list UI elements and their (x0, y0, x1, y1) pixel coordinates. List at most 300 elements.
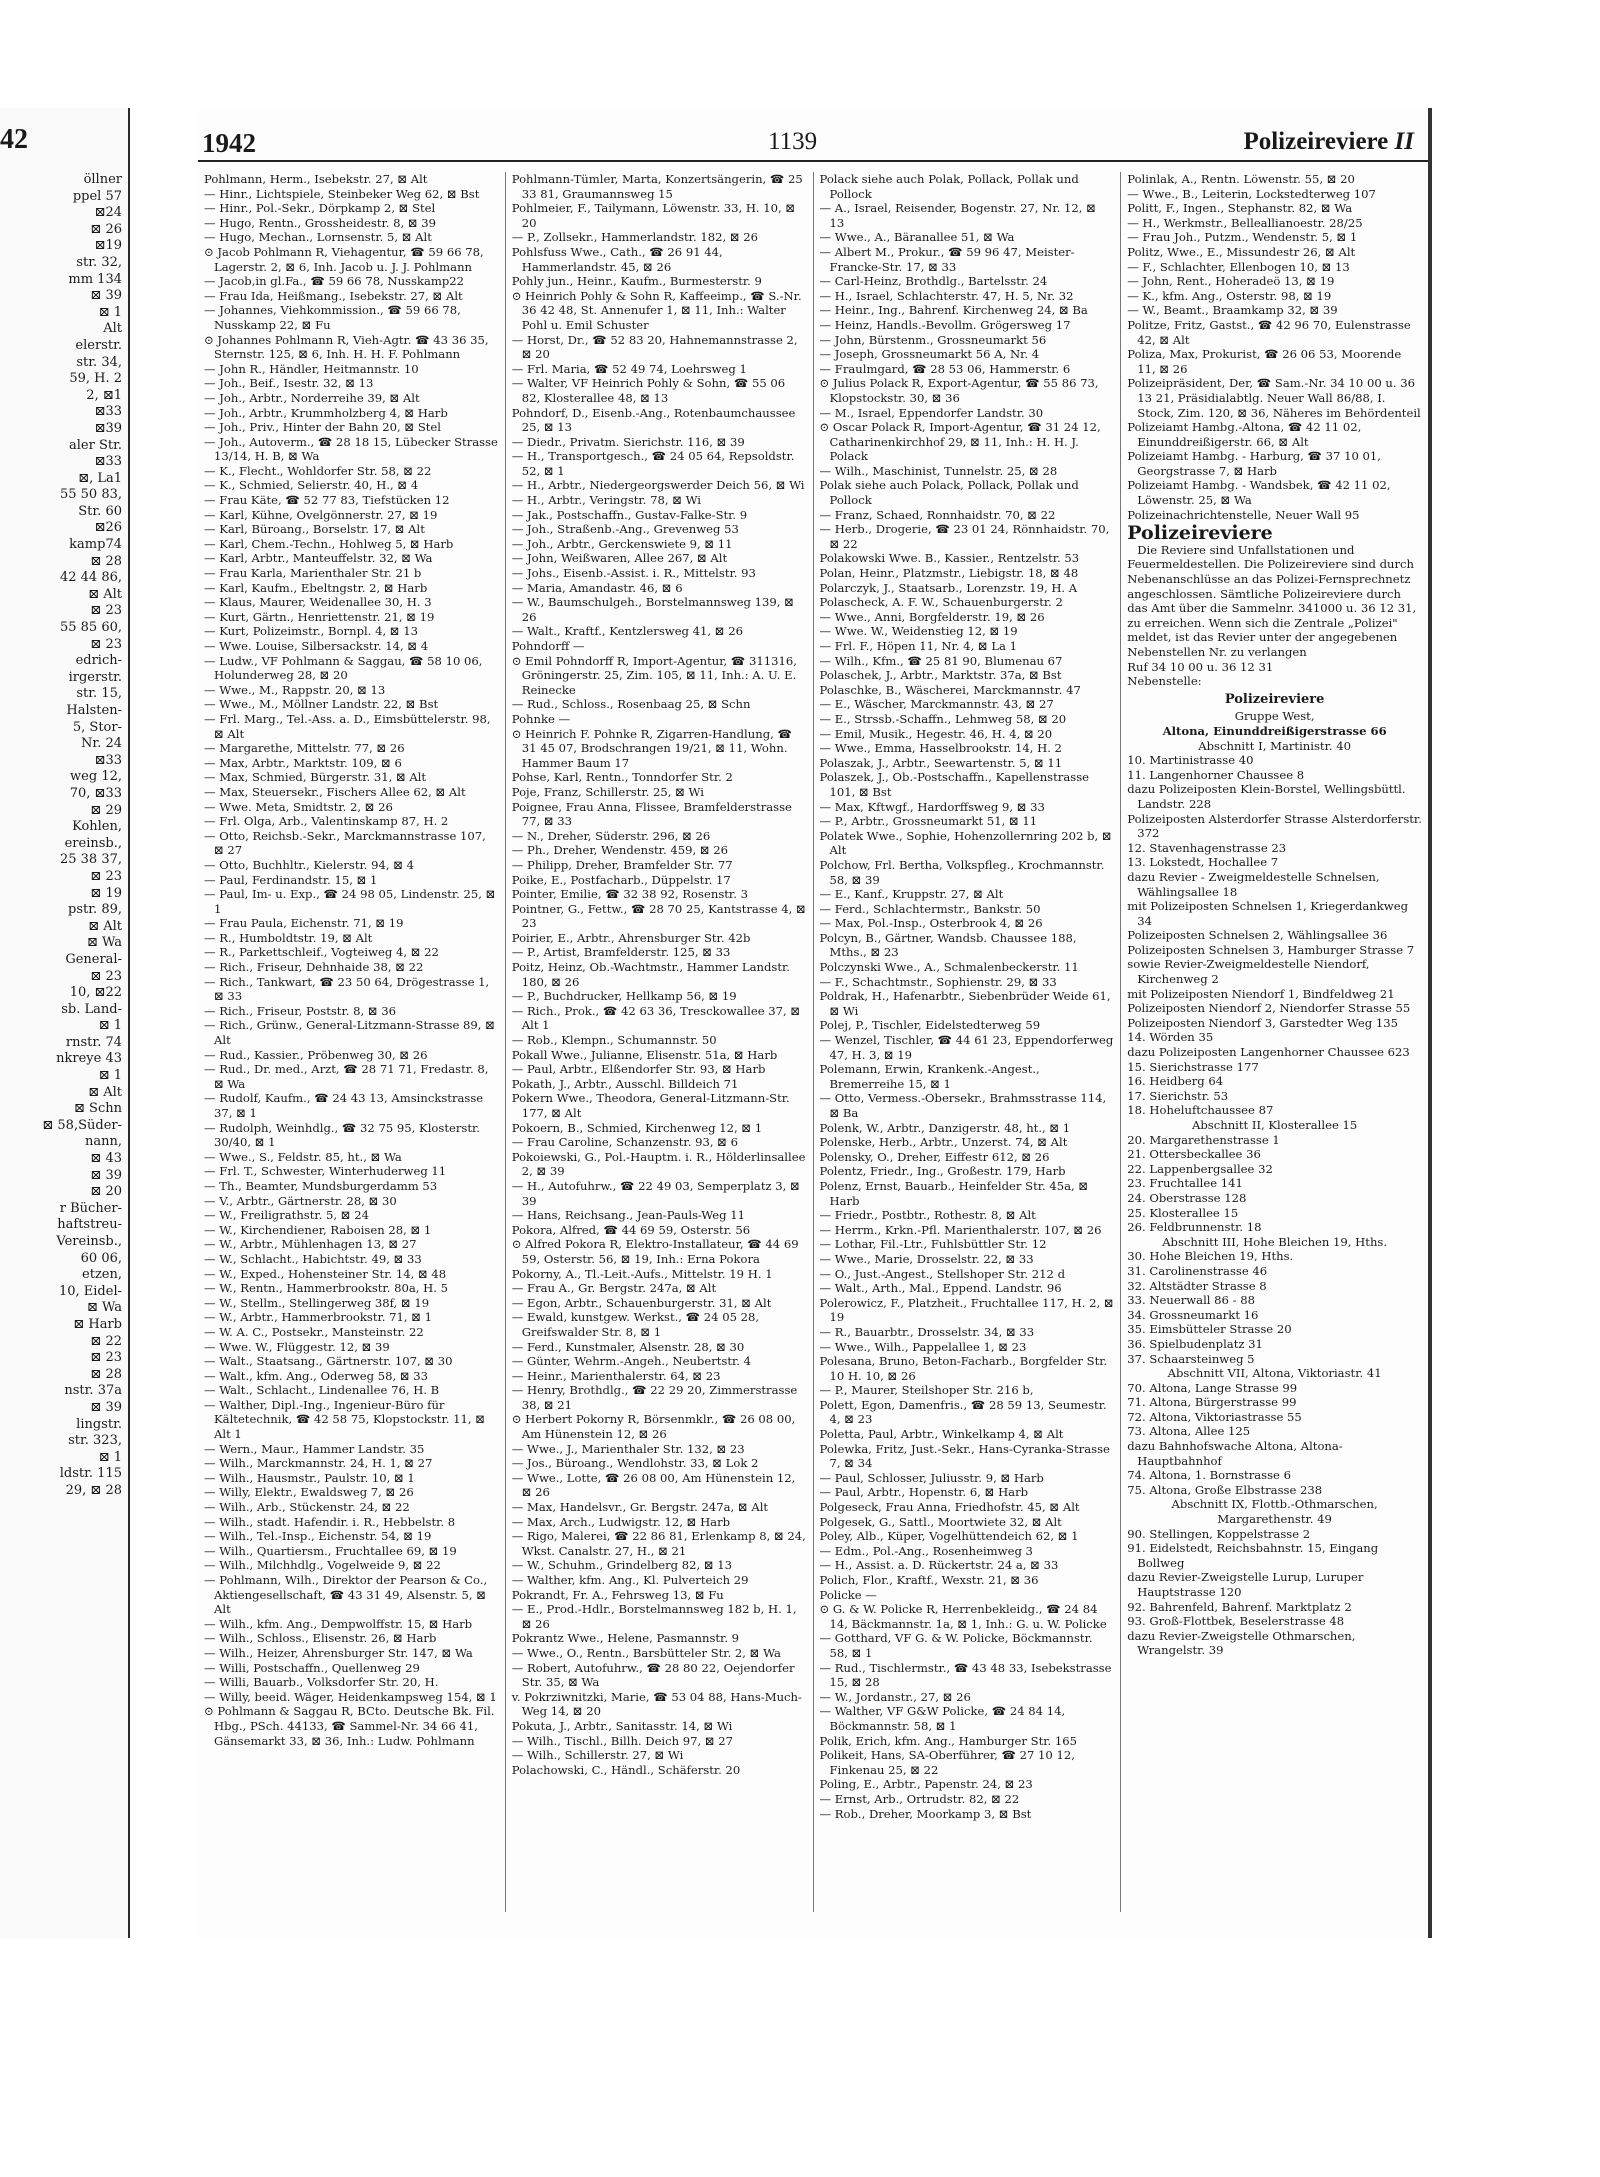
revier-entry: dazu Revier-Zweigstelle Othmarschen, Wrangelstr. 39 (1127, 1628, 1356, 1658)
directory-entry: — Hans, Reichsang., Jean-Pauls-Weg 11 (511, 1208, 745, 1223)
directory-entry: Pokoiewski, G., Pol.-Hauptm. i. R., Hölderlinsallee 2, ⊠ 39 (511, 1149, 806, 1179)
revier-entry: 21. Ottersbeckallee 36 (1127, 1147, 1261, 1162)
directory-entry: Poldrak, H., Hafenarbtr., Siebenbrüder Weide 61, ⊠ Wi (819, 989, 1111, 1018)
revier-entry: 31. Carolinenstrasse 46 (1127, 1263, 1268, 1278)
directory-entry: Pokath, J., Arbtr., Ausschl. Billdeich 71 (511, 1076, 739, 1091)
directory-entry: — Rud., Dr. med., Arzt, ☎ 28 71 71, Fredastr. 8, ⊠ Wa (204, 1062, 489, 1091)
directory-entry: — Wilh., Quartiersm., Fruchtallee 69, ⊠ 19 (204, 1543, 457, 1558)
directory-entry: — Heinz, Handls.-Bevollm. Grögersweg 17 (819, 317, 1071, 332)
column-3 (814, 172, 1122, 1912)
directory-entry: Pointner, G., Fettw., ☎ 28 70 25, Kantstrasse 4, ⊠ 23 (511, 901, 806, 931)
revier-list-2 (1127, 1133, 1422, 1235)
directory-entry: — Wwe., A., Bäranallee 51, ⊠ Wa (819, 230, 1015, 245)
directory-entry: — Rob., Klempn., Schumannstr. 50 (511, 1033, 717, 1048)
revier-entry: 22. Lappenbergsallee 32 (1127, 1161, 1273, 1176)
revier-entry: 75. Altona, Große Elbstrasse 238 (1127, 1482, 1323, 1497)
previous-page-line: r Bücher- (59, 1200, 122, 1216)
directory-entry: — Walt., Schlacht., Lindenallee 76, H. B (204, 1383, 440, 1398)
directory-entry: Polenk, W., Arbtr., Danzigerstr. 48, ht., ⊠ 1 (819, 1120, 1071, 1135)
directory-entry: Poliza, Max, Prokurist, ☎ 26 06 53, Moorende 11, ⊠ 26 (1127, 347, 1402, 376)
directory-entry: — John R., Händler, Heitmannstr. 10 (204, 361, 419, 376)
directory-entry: — O., Just.-Angest., Stellshoper Str. 212 d (819, 1266, 1066, 1281)
directory-entry: Polan, Heinr., Platzmstr., Liebigstr. 18, ⊠ 48 (819, 566, 1079, 581)
directory-entry: — Wwe., Anni, Borgfelderstr. 19, ⊠ 26 (819, 609, 1045, 624)
previous-page-line: ldstr. 115 (59, 1466, 122, 1482)
revier-entry: dazu Bahnhofswache Altona, Altona-Hauptbahnhof (1127, 1439, 1343, 1468)
directory-entry: — Wilh., Kfm., ☎ 25 81 90, Blumenau 67 (819, 653, 1063, 668)
directory-entry: — Heinr., Ing., Bahrenf. Kirchenweg 24, ⊠ Ba (819, 303, 1088, 318)
previous-page-line: kamp74 (69, 537, 122, 553)
directory-entry: — Otto, Buchhltr., Kielerstr. 94, ⊠ 4 (204, 857, 415, 872)
previous-page-line: edrich- (75, 653, 122, 669)
section-intro: Die Reviere sind Unfallstationen und Feuermeldestellen. Die Polizeireviere sind durch Nebenanschlüsse an das Polizei-Fernsprechnetz angeschlossen. Sämtliche Polizeireviere durch das Amt über die Sammelnr. 341000 u. 36 12 31, zu erreichen. Wenn sich die Zentrale „Polizei" meldet, ist das Revier unter der angegebenen Nebenstellen Nr. zu verlangen (1127, 542, 1417, 659)
directory-entry: — Paul, Schlosser, Juliusstr. 9, ⊠ Harb (819, 1470, 1044, 1485)
revier-entry: 14. Wörden 35 (1127, 1030, 1214, 1045)
directory-entry: Politt, F., Ingen., Stephanstr. 82, ⊠ Wa (1127, 201, 1353, 216)
directory-entry: Pokoern, B., Schmied, Kirchenweg 12, ⊠ 1 (511, 1120, 763, 1135)
directory-entry: ⊙ Johannes Pohlmann R, Vieh-Agtr. ☎ 43 36 35, Sternstr. 125, ⊠ 6, Inh. H. H. F. Pohlmann (204, 332, 489, 362)
directory-entry: — Max, Handelsvr., Gr. Bergstr. 247a, ⊠ Alt (511, 1500, 769, 1515)
directory-entry: — Frau A., Gr. Bergstr. 247a, ⊠ Alt (511, 1281, 717, 1296)
revier-entry: 93. Groß-Flottbek, Beselerstrasse 48 (1127, 1614, 1345, 1629)
previous-page-line: ⊠ Alt (88, 918, 122, 934)
directory-entry: — Rich., Tankwart, ☎ 23 50 64, Drögestrasse 1, ⊠ 33 (204, 974, 490, 1004)
directory-entry: Pohndorff — (511, 639, 585, 653)
directory-entry: Poike, E., Postfacharb., Düppelstr. 17 (511, 872, 731, 887)
directory-entry: — Karl, Arbtr., Manteuffelstr. 32, ⊠ Wa (204, 551, 433, 566)
previous-page-line: ⊠ 43 (90, 1151, 122, 1167)
directory-entry: — Wilh., Marckmannstr. 24, H. 1, ⊠ 27 (204, 1456, 433, 1471)
revier-entry: 36. Spielbudenplatz 31 (1127, 1336, 1263, 1351)
previous-page-line: ⊠ 39 (90, 1167, 122, 1183)
directory-entry: — H., Arbtr., Veringstr. 78, ⊠ Wi (511, 493, 702, 508)
previous-page-line: ⊠ Alt (88, 1084, 122, 1100)
directory-entry: — Wwe., Wilh., Pappelallee 1, ⊠ 23 (819, 1339, 1027, 1354)
revier-entry: 91. Eidelstedt, Reichsbahnstr. 15, Eingang Bollweg (1127, 1541, 1379, 1570)
directory-entry: Polaszek, J., Ob.-Postschaffn., Kapellenstrasse 101, ⊠ Bst (819, 770, 1090, 799)
directory-entry: — Jak., Postschaffn., Gustav-Falke-Str. 9 (511, 507, 748, 522)
directory-entry: Polgeseck, Frau Anna, Friedhofstr. 45, ⊠ Alt (819, 1500, 1080, 1515)
directory-entry: Polchow, Frl. Bertha, Volkspfleg., Krochmannstr. 58, ⊠ 39 (819, 857, 1105, 887)
revier-entry: 13. Lokstedt, Hochallee 7 (1127, 855, 1279, 870)
revier-entry: 33. Neuerwall 86 - 88 (1127, 1293, 1255, 1308)
directory-entry: — Max, Arbtr., Marktstr. 109, ⊠ 6 (204, 755, 402, 770)
directory-entry: Polak siehe auch Polack, Pollack, Pollak und Pollock (819, 478, 1079, 508)
previous-page-line: ⊠ 23 (90, 868, 122, 884)
previous-page-line: Nr. 24 (81, 736, 122, 752)
previous-page-line: ⊠ Wa (86, 935, 122, 951)
previous-page-line: ⊠ 39 (90, 1399, 122, 1415)
revier-entry: 74. Altona, 1. Bornstrasse 6 (1127, 1468, 1291, 1483)
subsection-title: Polizeireviere (1224, 691, 1325, 707)
directory-entry: — Gotthard, VF G. & W. Policke, Böckmannstr. 58, ⊠ 1 (819, 1631, 1093, 1660)
revier-entry: mit Polizeiposten Schnelsen 1, Kriegerdankweg 34 (1127, 899, 1409, 928)
directory-entry: Polemann, Erwin, Krankenk.-Angest., Bremerreihe 15, ⊠ 1 (819, 1062, 1040, 1091)
directory-entry: — W., Arbtr., Mühlenhagen 13, ⊠ 27 (204, 1237, 417, 1252)
revier-entry: 10. Martinistrasse 40 (1127, 753, 1254, 768)
directory-entry: — Max, Arch., Ludwigstr. 12, ⊠ Harb (511, 1514, 731, 1529)
previous-page-line: haftstreu- (57, 1217, 122, 1233)
directory-entry: — Wilh., Tischl., Billh. Deich 97, ⊠ 27 (511, 1733, 734, 1748)
directory-entry: Polczynski Wwe., A., Schmalenbeckerstr. 11 (819, 960, 1079, 975)
directory-entry: — Wwe., Emma, Hasselbrookstr. 14, H. 2 (819, 741, 1062, 756)
directory-entry: Polett, Egon, Damenfris., ☎ 28 59 13, Seumestr. 4, ⊠ 23 (819, 1397, 1107, 1427)
directory-entry: — Wilh., Milchhdlg., Vogelweide 9, ⊠ 22 (204, 1558, 441, 1573)
revier-entry: 72. Altona, Viktoriastrasse 55 (1127, 1409, 1302, 1424)
directory-entry: — Max, Pol.-Insp., Osterbrook 4, ⊠ 26 (819, 916, 1043, 931)
previous-page-line: ppel 57 (72, 188, 122, 204)
directory-entry: — Willi, Postschaffn., Quellenweg 29 (204, 1660, 420, 1675)
revier-entry: 32. Altstädter Strasse 8 (1127, 1278, 1267, 1293)
directory-entry: Pohse, Karl, Rentn., Tonndorfer Str. 2 (511, 770, 733, 785)
directory-entry: ⊙ Pohlmann & Saggau R, BCto. Deutsche Bk. Fil. Hbg., PSch. 44133, ☎ Sammel-Nr. 34 66 41, Gänsemarkt 33, ⊠ 36, Inh.: Ludw. Pohlmann (204, 1704, 495, 1748)
directory-entry: — Fraulmgard, ☎ 28 53 06, Hammerstr. 6 (819, 361, 1071, 376)
directory-entry: — P., Zollsekr., Hammerlandstr. 182, ⊠ 26 (511, 230, 758, 245)
gruppe-address: Altona, Einunddreißigerstrasse 66 (1162, 723, 1387, 738)
directory-entry: — Frau Ida, Heißmang., Isebekstr. 27, ⊠ Alt (204, 288, 463, 303)
directory-entry: — Karl, Kaufm., Ebeltngstr. 2, ⊠ Harb (204, 580, 428, 595)
revier-entry: 17. Sierichstr. 53 (1127, 1088, 1229, 1103)
directory-entry: — P., Maurer, Steilshoper Str. 216 b, (819, 1383, 1034, 1398)
column-4 (1121, 172, 1428, 1912)
directory-entry: — Rud., Schloss., Rosenbaag 25, ⊠ Schn (511, 697, 751, 712)
directory-entry: — Hinr., Lichtspiele, Steinbeker Weg 62, ⊠ Bst (204, 186, 480, 201)
directory-entry: — Egon, Arbtr., Schauenburgerstr. 31, ⊠ Alt (511, 1295, 772, 1310)
directory-entry: — Robert, Autofuhrw., ☎ 28 80 22, Oejendorfer Str. 35, ⊠ Wa (511, 1660, 795, 1690)
revier-list-7 (1127, 1381, 1422, 1498)
revier-entry: 16. Heidberg 64 (1127, 1074, 1224, 1089)
directory-entry: — P., Buchdrucker, Hellkamp 56, ⊠ 19 (511, 989, 737, 1004)
gruppe-label: Gruppe West, (1234, 709, 1315, 724)
revier-entry: sowie Revier-Zweigmeldestelle Niendorf, Kirchenweg 2 (1127, 957, 1370, 987)
directory-entry: — W., Beamt., Braamkamp 32, ⊠ 39 (1127, 303, 1338, 318)
previous-page-line: ⊠ 23 (90, 636, 122, 652)
previous-page-line: irgerstr. (68, 669, 122, 685)
directory-entry: — Rudolph, Weinhdlg., ☎ 32 75 95, Klosterstr. 30/40, ⊠ 1 (204, 1120, 480, 1150)
revier-entry: Polizeiposten Niendorf 2, Niendorfer Strasse 55 (1127, 1001, 1411, 1016)
directory-entry: Pokuta, J., Arbtr., Sanitasstr. 14, ⊠ Wi (511, 1718, 733, 1733)
directory-entry: Pokrandt, Fr. A., Fehrsweg 13, ⊠ Fu (511, 1587, 724, 1602)
directory-entry: Polack siehe auch Polak, Pollack, Pollak und Pollock (819, 172, 1079, 201)
directory-entry: — Johannes, Viehkommission., ☎ 59 66 78, Nusskamp 22, ⊠ Fu (204, 303, 461, 332)
directory-entry: Pohlsfuss Wwe., Cath., ☎ 26 91 44, Hammerlandstr. 45, ⊠ 26 (511, 244, 723, 274)
revier-entry: 90. Stellingen, Koppelstrasse 2 (1127, 1526, 1311, 1541)
directory-entry: — Franz, Schaed, Ronnhaidstr. 70, ⊠ 22 (819, 507, 1056, 522)
directory-entry: — R., Parkettschleif., Vogteiweg 4, ⊠ 22 (204, 945, 439, 960)
directory-entry: Polerowicz, F., Platzheit., Fruchtallee 117, H. 2, ⊠ 19 (819, 1295, 1114, 1325)
directory-entry: — Hinr., Pol.-Sekr., Dörpkamp 2, ⊠ Stel (204, 201, 436, 216)
previous-page-line: ⊠ 1 (98, 1018, 122, 1034)
header-section-roman: II (1394, 128, 1414, 155)
directory-entry: — Frl. Marg., Tel.-Ass. a. D., Eimsbüttelerstr. 98, ⊠ Alt (204, 711, 491, 741)
abschnitt-2: Abschnitt II, Klosterallee 15 (1191, 1118, 1358, 1132)
previous-page-fragment (0, 108, 130, 1938)
directory-entry: Polizeinachrichtenstelle, Neuer Wall 95 (1127, 507, 1360, 522)
directory-entry: Polizeiamt Hambg. - Wandsbek, ☎ 42 11 02, Löwenstr. 25, ⊠ Wa (1127, 478, 1391, 508)
directory-entry: — Joh., Arbtr., Krummholzberg 4, ⊠ Harb (204, 405, 448, 420)
directory-entry: Polenske, Herb., Arbtr., Unzerst. 74, ⊠ Alt (819, 1135, 1068, 1150)
previous-page-line: nstr. 37a (64, 1383, 122, 1399)
directory-entry: — Wilh., Tel.-Insp., Eichenstr. 54, ⊠ 19 (204, 1529, 432, 1544)
previous-page-line: ⊠ 19 (90, 885, 122, 901)
previous-page-line: weg 12, (70, 769, 122, 785)
directory-entry: ⊙ Alfred Pokora R, Elektro-Installateur, ☎ 44 69 59, Osterstr. 56, ⊠ 19, Inh.: Erna Pokora (511, 1237, 799, 1266)
revier-entry: dazu Polizeiposten Klein-Borstel, Wellingsbüttl. Landstr. 228 (1127, 782, 1406, 811)
directory-entry: — Wwe., B., Leiterin, Lockstedterweg 107 (1127, 186, 1376, 201)
directory-entry: Pointer, Emilie, ☎ 32 38 92, Rosenstr. 3 (511, 887, 748, 902)
directory-entry: — Walt., kfm. Ang., Oderweg 58, ⊠ 33 (204, 1368, 429, 1383)
directory-entry: — P., Artist, Bramfelderstr. 125, ⊠ 33 (511, 945, 731, 960)
previous-page-line: Halsten- (66, 703, 122, 718)
directory-entry: Pokrantz Wwe., Helene, Pasmannstr. 9 (511, 1631, 740, 1646)
previous-page-line: ⊠, La1 (78, 470, 122, 486)
revier-entry: dazu Revier-Zweigstelle Lurup, Luruper Hauptstrasse 120 (1127, 1570, 1364, 1599)
directory-entry: — Wwe., Lotte, ☎ 26 08 00, Am Hünenstein 12, ⊠ 26 (511, 1470, 796, 1500)
header-year: 1942 (202, 128, 256, 158)
directory-entry: — E., Wäscher, Marckmannstr. 43, ⊠ 27 (819, 697, 1054, 712)
directory-entry: — Joh., Straßenb.-Ang., Grevenweg 53 (511, 522, 739, 537)
directory-entry: — Rud., Tischlermstr., ☎ 43 48 33, Isebekstrasse 15, ⊠ 28 (819, 1660, 1112, 1690)
previous-page-line: ⊠ 58,Süder- (42, 1117, 122, 1133)
previous-page-line: ⊠33 (94, 454, 122, 470)
previous-page-line: 55 85 60, (59, 620, 122, 636)
directory-entry: — Walther, VF G&W Policke, ☎ 24 84 14, Böckmannstr. 58, ⊠ 1 (819, 1704, 1066, 1733)
directory-entry: — Frl. F., Höpen 11, Nr. 4, ⊠ La 1 (819, 639, 1017, 653)
directory-entry: Pohlmeier, F., Tailymann, Löwenstr. 33, H. 10, ⊠ 20 (511, 201, 796, 230)
directory-entry: — Klaus, Maurer, Weidenallee 30, H. 3 (204, 595, 432, 610)
directory-entry: — Carl-Heinz, Brothdlg., Bartelsstr. 24 (819, 274, 1048, 289)
directory-entry: Poletta, Paul, Arbtr., Winkelkamp 4, ⊠ Alt (819, 1427, 1064, 1442)
previous-page-line: ⊠19 (94, 238, 122, 254)
directory-entry: — Ewald, kunstgew. Werkst., ☎ 24 05 28, Greifswalder Str. 8, ⊠ 1 (511, 1310, 760, 1339)
previous-page-line: öllner (83, 172, 122, 187)
directory-entry: Pokall Wwe., Julianne, Elisenstr. 51a, ⊠ Harb (511, 1047, 778, 1062)
previous-page-line: ⊠ 28 (90, 1366, 122, 1382)
directory-entry: — Heinr., Marienthalerstr. 64, ⊠ 23 (511, 1368, 721, 1383)
directory-entry: — Wilh., Maschinist, Tunnelstr. 25, ⊠ 28 (819, 463, 1058, 478)
directory-entry: — W., Exped., Hohensteiner Str. 14, ⊠ 48 (204, 1266, 447, 1281)
directory-entry: — M., Israel, Eppendorfer Landstr. 30 (819, 405, 1044, 420)
revier-entry: 30. Hohe Bleichen 19, Hths. (1127, 1249, 1294, 1264)
directory-entry: — Joh., Autoverm., ☎ 28 18 15, Lübecker Strasse 13/14, H. B, ⊠ Wa (204, 434, 498, 464)
revier-entry: 92. Bahrenfeld, Bahrenf. Marktplatz 2 (1127, 1599, 1352, 1614)
directory-entry: — Joh., Arbtr., Gerckenswiete 9, ⊠ 11 (511, 536, 733, 551)
revier-entry: 11. Langenhorner Chaussee 8 (1127, 767, 1305, 782)
revier-entry: 12. Stavenhagenstrasse 23 (1127, 840, 1287, 855)
directory-entry: Pohly jun., Heinr., Kaufm., Burmesterstr. 9 (511, 274, 762, 289)
directory-entry: — Paul, Arbtr., Hopenstr. 6, ⊠ Harb (819, 1485, 1029, 1500)
directory-entry: — Karl, Chem.-Techn., Hohlweg 5, ⊠ Harb (204, 536, 454, 551)
directory-entry: — Paul, Ferdinandstr. 15, ⊠ 1 (204, 872, 378, 887)
directory-entry: Polentz, Friedr., Ing., Großestr. 179, Harb (819, 1164, 1066, 1179)
directory-entry: — Hugo, Rentn., Grossheidestr. 8, ⊠ 39 (204, 215, 437, 230)
directory-entry: — Joh., Arbtr., Norderreihe 39, ⊠ Alt (204, 390, 420, 405)
directory-entry: Polcyn, B., Gärtner, Wandsb. Chaussee 188, Mths., ⊠ 23 (819, 930, 1077, 960)
directory-entry: — Wwe., S., Feldstr. 85, ht., ⊠ Wa (204, 1149, 402, 1164)
directory-entry: — H., Autofuhrw., ☎ 22 49 03, Semperplatz 3, ⊠ 39 (511, 1178, 800, 1208)
directory-entry: — Wwe., Marie, Drosselstr. 22, ⊠ 33 (819, 1251, 1034, 1266)
revier-entry: 34. Grossneumarkt 16 (1127, 1307, 1259, 1322)
directory-entry: — Frau Caroline, Schanzenstr. 93, ⊠ 6 (511, 1135, 738, 1150)
directory-entry: Pohlmann-Tümler, Marta, Konzertsängerin, ☎ 25 33 81, Graumannsweg 15 (511, 172, 803, 201)
directory-entry: — Frl. Olga, Arb., Valentinskamp 87, H. 2 (204, 814, 449, 829)
previous-page-line: ⊠33 (94, 404, 122, 420)
directory-entry: — Kurt, Gärtn., Henriettenstr. 21, ⊠ 19 (204, 609, 435, 624)
directory-entry: — Frau Käte, ☎ 52 77 83, Tiefstücken 12 (204, 493, 450, 508)
directory-entry: — H., Assist. a. D. Rückertstr. 24 a, ⊠ 33 (819, 1558, 1059, 1573)
directory-entry: — Frau Paula, Eichenstr. 71, ⊠ 19 (204, 916, 404, 931)
directory-page (198, 108, 1432, 1938)
directory-entry: — Wwe., M., Rappstr. 20, ⊠ 13 (204, 682, 386, 697)
directory-entry: — John, Rent., Hoheradeö 13, ⊠ 19 (1127, 274, 1335, 289)
directory-entry: — Frau Joh., Putzm., Wendenstr. 5, ⊠ 1 (1127, 230, 1358, 245)
directory-entry: — Willi, Bauarb., Volksdorfer Str. 20, H. (204, 1675, 439, 1690)
previous-page-line: nkreye 43 (56, 1051, 122, 1067)
previous-page-line: nann, (84, 1134, 122, 1150)
previous-page-line: Kohlen, (72, 819, 122, 835)
directory-entry: — Herrm., Krkn.-Pfl. Marienthalerstr. 107, ⊠ 26 (819, 1222, 1102, 1237)
column-1 (198, 172, 506, 1912)
directory-entry: — Wwe., J., Marienthaler Str. 132, ⊠ 23 (511, 1441, 745, 1456)
directory-entry: — Emil, Musik., Hegestr. 46, H. 4, ⊠ 20 (819, 726, 1053, 741)
section-nebenstelle: Nebenstelle: (1127, 674, 1202, 689)
directory-entry: — K., kfm. Ang., Osterstr. 98, ⊠ 19 (1127, 288, 1332, 303)
directory-entry: — Rudolf, Kaufm., ☎ 24 43 13, Amsinckstrasse 37, ⊠ 1 (204, 1091, 484, 1120)
header-page-number: 1139 (768, 128, 818, 155)
previous-page-line: ⊠39 (94, 420, 122, 436)
directory-entry: — Wern., Maur., Hammer Landstr. 35 (204, 1441, 425, 1456)
previous-page-line: ⊠ 23 (90, 968, 122, 984)
directory-entry: — Ph., Dreher, Wendenstr. 459, ⊠ 26 (511, 843, 728, 858)
directory-entry: — Wwe., M., Möllner Landstr. 22, ⊠ Bst (204, 697, 439, 712)
directory-entry: — W., Rentn., Hammerbrookstr. 80a, H. 5 (204, 1281, 448, 1296)
directory-entry: — Max, Kftwgf., Hardorffsweg 9, ⊠ 33 (819, 799, 1045, 814)
revier-entry: Polizeiposten Schnelsen 2, Wählingsallee 36 (1127, 928, 1388, 943)
directory-entry: — Wilh., Schillerstr. 27, ⊠ Wi (511, 1748, 684, 1763)
directory-entry: — W. A. C., Postsekr., Mansteinstr. 22 (204, 1324, 424, 1339)
directory-entry: — Walther, Dipl.-Ing., Ingenieur-Büro für Kältetechnik, ☎ 42 58 75, Klopstockstr. 11, ⊠ Alt 1 (204, 1397, 485, 1442)
directory-entry: — Lothar, Fil.-Ltr., Fuhlsbüttler Str. 12 (819, 1237, 1047, 1252)
abschnitt-7: Abschnitt VII, Altona, Viktoriastr. 41 (1167, 1366, 1382, 1381)
previous-page-line: etzen, (82, 1267, 122, 1283)
directory-entry: — Rud., Kassier., Pröbenweg 30, ⊠ 26 (204, 1047, 428, 1062)
directory-entry: — Jacob,in gl.Fa., ☎ 59 66 78, Nusskamp22 (204, 274, 465, 289)
directory-entry: — H., Werkmstr., Belleallianoestr. 28/25 (1127, 215, 1363, 230)
directory-entry: — F., Schachtmstr., Sophienstr. 29, ⊠ 33 (819, 974, 1057, 989)
directory-entry: — Wilh., Schloss., Elisenstr. 26, ⊠ Harb (204, 1631, 437, 1646)
directory-entry: — Ferd., Schlachtermstr., Bankstr. 50 (819, 901, 1041, 916)
previous-page-line: ⊠ Wa (86, 1300, 122, 1316)
directory-entry: — Rob., Dreher, Moorkamp 3, ⊠ Bst (819, 1806, 1032, 1821)
directory-entry: — Joseph, Grossneumarkt 56 A, Nr. 4 (819, 347, 1040, 362)
directory-entry: — Wilh., Heizer, Ahrensburger Str. 147, ⊠ Wa (204, 1645, 473, 1660)
directory-entry: — R., Bauarbtr., Drosselstr. 34, ⊠ 33 (819, 1324, 1035, 1339)
directory-entry: — E., Kanf., Kruppstr. 27, ⊠ Alt (819, 887, 1004, 902)
revier-entry: mit Polizeiposten Niendorf 1, Bindfeldweg 21 (1127, 986, 1395, 1001)
directory-entry: — Wwe., O., Rentn., Barsbütteler Str. 2, ⊠ Wa (511, 1645, 781, 1660)
directory-entry: — H., Arbtr., Niedergeorgswerder Deich 56, ⊠ Wi (511, 478, 805, 493)
abschnitt-9: Abschnitt IX, Flottb.-Othmarschen, Margarethenstr. 49 (1171, 1497, 1378, 1527)
previous-page-line: ⊠ 26 (90, 221, 122, 237)
directory-entry: Polik, Erich, kfm. Ang., Hamburger Str. 165 (819, 1733, 1077, 1748)
directory-entry: — K., Schmied, Selierstr. 40, H., ⊠ 4 (204, 478, 419, 493)
revier-entry: 20. Margarethenstrasse 1 (1127, 1132, 1280, 1147)
directory-entry: — W., Arbtr., Hammerbrookstr. 71, ⊠ 1 (204, 1310, 433, 1325)
previous-page-line: 42 44 86, (59, 570, 122, 586)
directory-entry: — Frl. Maria, ☎ 52 49 74, Loehrsweg 1 (511, 361, 747, 376)
directory-columns (198, 172, 1428, 1912)
directory-entry: ⊙ Heinrich F. Pohnke R, Zigarren-Handlung, ☎ 31 45 07, Brodschrangen 19/21, ⊠ 11, Wohn. Hammer Baum 17 (511, 726, 792, 770)
directory-entry: — Rich., Friseur, Poststr. 8, ⊠ 36 (204, 1003, 397, 1018)
revier-list-1 (1127, 753, 1422, 1118)
directory-entry: Polewka, Fritz, Just.-Sekr., Hans-Cyranka-Strasse 7, ⊠ 34 (819, 1441, 1110, 1471)
previous-page-line: Str. 60 (78, 503, 122, 519)
directory-entry: — Rich., Friseur, Dehnhaide 38, ⊠ 22 (204, 960, 424, 975)
directory-entry: — Wilh., Hausmstr., Paulstr. 10, ⊠ 1 (204, 1470, 415, 1485)
directory-entry: Poirier, E., Arbtr., Ahrensburger Str. 42b (511, 930, 751, 945)
previous-page-line: lingstr. (76, 1416, 122, 1432)
directory-entry: — Willy, beeid. Wäger, Heidenkampsweg 154, ⊠ 1 (204, 1689, 497, 1704)
directory-entry: — Wwe. Meta, Smidtstr. 2, ⊠ 26 (204, 799, 393, 814)
section-title: Polizeireviere (1127, 522, 1273, 545)
directory-entry: — Herb., Drogerie, ☎ 23 01 24, Rönnhaidstr. 70, ⊠ 22 (819, 522, 1110, 551)
revier-entry: dazu Revier - Zweigmeldestelle Schnelsen, Wählingsallee 18 (1127, 869, 1380, 899)
directory-entry: Polakowski Wwe. B., Kassier., Rentzelstr. 53 (819, 551, 1080, 566)
revier-entry: 26. Feldbrunnenstr. 18 (1127, 1220, 1262, 1235)
directory-entry: ⊙ Oscar Polack R, Import-Agentur, ☎ 31 24 12, Catharinenkirchhof 29, ⊠ 11, Inh.: H. H. J. Polack (819, 420, 1101, 464)
revier-entry: 35. Eimsbütteler Strasse 20 (1127, 1322, 1292, 1337)
directory-entry: — Willy, Elektr., Ewaldsweg 7, ⊠ 26 (204, 1485, 414, 1500)
directory-entry: — Walt., Arth., Mal., Eppend. Landstr. 96 (819, 1281, 1062, 1296)
previous-page-line: Vereinsb., (56, 1234, 122, 1249)
directory-entry: Pokora, Alfred, ☎ 44 69 59, Osterstr. 56 (511, 1222, 751, 1237)
directory-entry: ⊙ Jacob Pohlmann R, Viehagentur, ☎ 59 66 78, Lagerstr. 2, ⊠ 6, Inh. Jacob u. J. J. Pohlmann (204, 244, 484, 274)
directory-entry: — W., Kirchendiener, Raboisen 28, ⊠ 1 (204, 1222, 432, 1237)
previous-page-line: ⊠ 23 (90, 603, 122, 619)
header-section (1243, 128, 1414, 156)
directory-entry: — Joh., Priv., Hinter der Bahn 20, ⊠ Stel (204, 420, 441, 435)
directory-entry: Polizeipräsident, Der, ☎ Sam.-Nr. 34 10 00 u. 36 13 21, Präsidialabtlg. Neuer Wall 86/88, I. Stock, Zim. 120, ⊠ 36, Näheres im Behördenteil (1127, 376, 1421, 420)
directory-entry: — Wilh., stadt. Hafendir. i. R., Hebbelstr. 8 (204, 1514, 456, 1529)
directory-entry: Polascheck, A. F. W., Schauenburgerstr. 2 (819, 595, 1063, 610)
directory-entry: — V., Arbtr., Gärtnerstr. 28, ⊠ 30 (204, 1193, 397, 1208)
directory-entry: Polesana, Bruno, Beton-Facharb., Borgfelder Str. 10 H. 10, ⊠ 26 (819, 1354, 1108, 1383)
directory-entry: — Wwe. W., Weidenstieg 12, ⊠ 19 (819, 624, 1018, 639)
directory-entry: — Margarethe, Mittelstr. 77, ⊠ 26 (204, 741, 405, 756)
revier-entry: 73. Altona, Allee 125 (1127, 1424, 1251, 1439)
directory-entry: Polaszak, J., Arbtr., Seewartenstr. 5, ⊠ 11 (819, 755, 1063, 770)
header-section-title: Polizeireviere (1243, 128, 1389, 155)
revier-entry: 25. Klosterallee 15 (1127, 1205, 1239, 1220)
directory-entry: — Max, Schmied, Bürgerstr. 31, ⊠ Alt (204, 770, 427, 785)
directory-entry: Polenz, Ernst, Bauarb., Heinfelder Str. 45a, ⊠ Harb (819, 1178, 1089, 1208)
directory-entry: Politz, Wwe., E., Missundestr 26, ⊠ Alt (1127, 244, 1356, 259)
previous-page-line: General- (65, 951, 122, 967)
previous-page-line: Alt (103, 321, 122, 337)
previous-page-line: mm 134 (68, 271, 122, 287)
directory-entry: Polej, P., Tischler, Eidelstedterweg 59 (819, 1018, 1041, 1033)
directory-entry: — Johs., Eisenb.-Assist. i. R., Mittelstr. 93 (511, 566, 756, 581)
directory-entry: — Wilh., Arb., Stückenstr. 24, ⊠ 22 (204, 1500, 410, 1515)
directory-entry: Pohnke — (511, 711, 571, 726)
previous-page-line: 5, Stor- (72, 719, 122, 735)
directory-entry: Pohndorf, D., Eisenb.-Ang., Rotenbaumchaussee 25, ⊠ 13 (511, 405, 796, 435)
directory-entry: — Horst, Dr., ☎ 52 83 20, Hahnemannstrasse 2, ⊠ 20 (511, 332, 798, 362)
previous-page-line: ereinsb., (64, 835, 122, 851)
directory-entry: Polich, Flor., Kraftf., Wexstr. 21, ⊠ 36 (819, 1573, 1039, 1587)
directory-entry: — Th., Beamter, Mundsburgerdamm 53 (204, 1178, 438, 1193)
revier-list-9 (1127, 1527, 1422, 1658)
